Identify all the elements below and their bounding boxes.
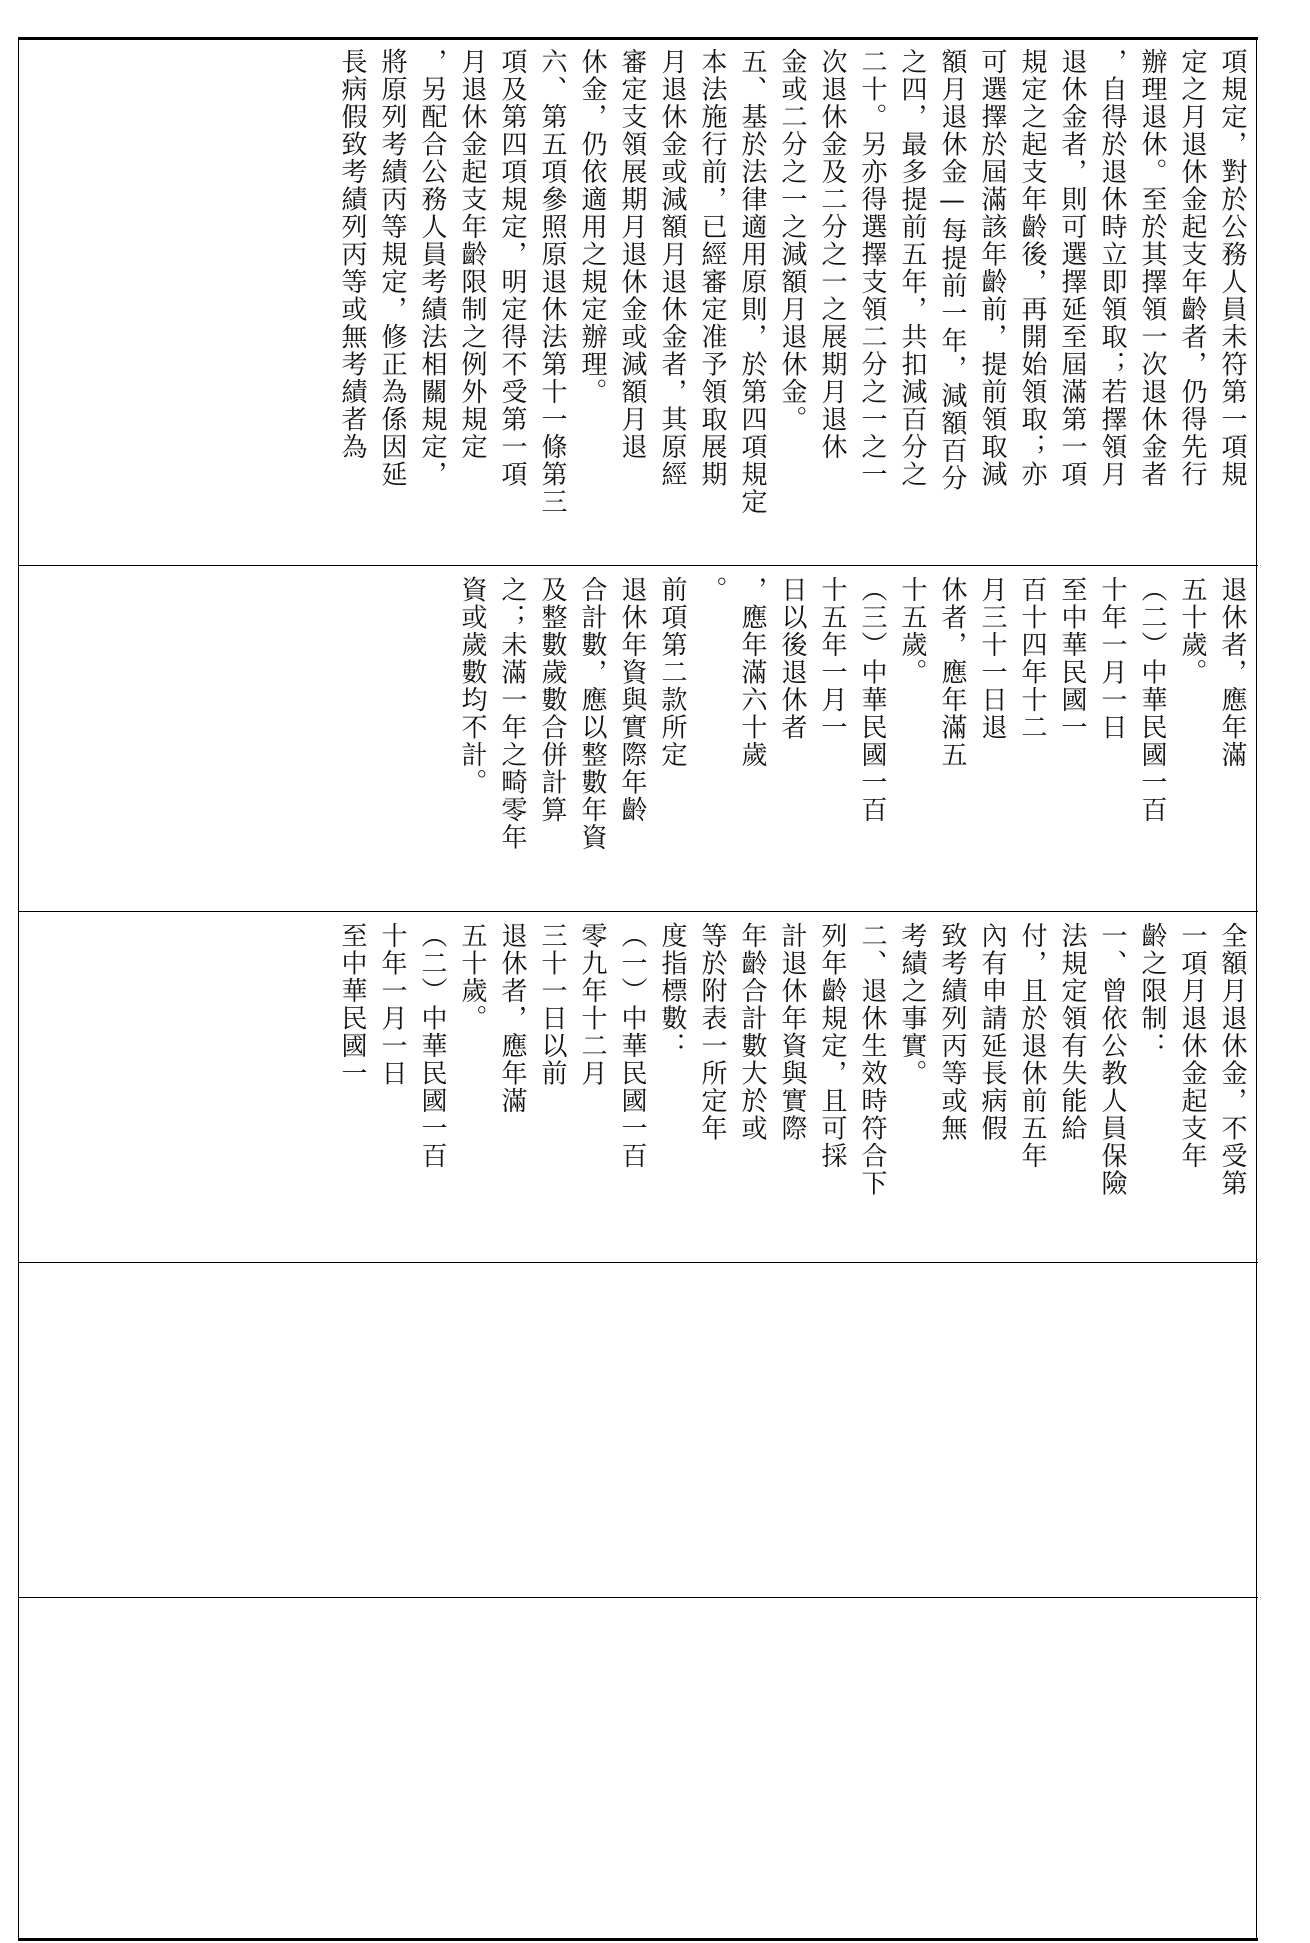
text-column: 十年一月一日 (377, 922, 407, 1087)
row-divider-3 (18, 1262, 1258, 1263)
text-column: ，應年滿六十歲 (737, 576, 767, 769)
text-column: 十年一月一日 (1097, 576, 1127, 741)
text-column: 退休者，應年滿 (1217, 576, 1247, 769)
text-column: 可選擇於屆滿該年齡前，提前領取減 (977, 48, 1007, 488)
text-column: （一）中華民國一百 (617, 922, 647, 1170)
text-column: 三十一日以前 (537, 922, 567, 1087)
text-column: 審定支領展期月退休金或減額月退 (617, 48, 647, 461)
text-column: 合計數，應以整數年資 (577, 576, 607, 851)
text-column: 規定之起支年齡後，再開始領取；亦 (1017, 48, 1047, 488)
text-column: 百十四年十二 (1017, 576, 1047, 741)
text-column: 休金，仍依適用之規定辦理。 (577, 48, 607, 406)
text-column: 列年齡規定，且可採 (817, 922, 847, 1170)
empty-cell (26, 1608, 1252, 1933)
text-column: 十五歲。 (897, 576, 927, 686)
table-bottom-border (18, 1938, 1258, 1941)
text-column: 五十歲。 (1177, 576, 1207, 686)
text-column: 金或二分之一之減額月退休金。 (777, 48, 807, 433)
text-column: ，另配合公務人員考績法相關規定， (417, 48, 447, 488)
text-column: （二）中華民國一百 (417, 922, 447, 1170)
table-right-border (1256, 38, 1257, 1938)
text-column: 一項月退休金起支年 (1177, 922, 1207, 1170)
text-column: 年齡合計數大於或 (737, 922, 767, 1142)
text-column: 付，且於退休前五年 (1017, 922, 1047, 1170)
table-top-border (18, 37, 1258, 40)
text-column: 休者，應年滿五 (937, 576, 967, 769)
text-column: 五、基於法律適用原則，於第四項規定 (737, 48, 767, 516)
text-column: 月三十一日退 (977, 576, 1007, 741)
text-column: 至中華民國一 (337, 922, 367, 1087)
text-column: 二十。另亦得選擇支領二分之一之一 (857, 48, 887, 488)
row-divider-2 (18, 911, 1258, 912)
text-column: 之；未滿一年之畸零年 (497, 576, 527, 851)
explanation-cell (26, 48, 1252, 560)
text-column: 及整數歲數合併計算 (537, 576, 567, 824)
text-column: 辦理退休。至於其擇領一次退休金者 (1137, 48, 1167, 488)
text-column: 退休者，應年滿 (497, 922, 527, 1115)
text-column: 六、第五項參照原退休法第十一條第三 (537, 48, 567, 516)
text-column: 項及第四項規定，明定得不受第一項 (497, 48, 527, 488)
text-column: 考績之事實。 (897, 922, 927, 1087)
text-column: 零九年十二月 (577, 922, 607, 1087)
text-column: 十五年一月一 (817, 576, 847, 741)
text-column: 項規定，對於公務人員未符第一項規 (1217, 48, 1247, 488)
text-column: 度指標數： (657, 922, 687, 1060)
text-column: 至中華民國一 (1057, 576, 1087, 741)
text-column: 月退休金起支年齡限制之例外規定 (457, 48, 487, 461)
text-column: 退休金者，則可選擇延至屆滿第一項 (1057, 48, 1087, 488)
text-column: 全額月退休金，不受第 (1217, 922, 1247, 1197)
text-column: 二、退休生效時符合下 (857, 922, 887, 1197)
text-column: 之四，最多提前五年，共扣減百分之 (897, 48, 927, 488)
text-column: 月退休金或減額月退休金者，其原經 (657, 48, 687, 488)
text-column: 長病假致考績列丙等或無考績者為 (337, 48, 367, 461)
text-column: 等於附表一所定年 (697, 922, 727, 1142)
text-column: 計退休年資與實際 (777, 922, 807, 1142)
text-column: 次退休金及二分之一之展期月退休 (817, 48, 847, 461)
text-column: 退休年資與實際年齡 (617, 576, 647, 824)
empty-cell (26, 1272, 1252, 1592)
row-divider-1 (18, 565, 1258, 566)
text-column: 五十歲。 (457, 922, 487, 1032)
table-left-border (18, 38, 19, 1938)
text-column: 一、曾依公教人員保險 (1097, 922, 1127, 1197)
text-column: 齡之限制： (1137, 922, 1167, 1060)
text-column: 將原列考績丙等規定，修正為係因延 (377, 48, 407, 488)
text-column: 定之月退休金起支年齡者，仍得先行 (1177, 48, 1207, 488)
text-column: （二）中華民國一百 (1137, 576, 1167, 824)
current-article-cell (26, 576, 1252, 906)
text-column: 前項第二款所定 (657, 576, 687, 769)
text-column: 額月退休金—每提前一年，減額百分 (937, 48, 967, 492)
text-column: 內有申請延長病假 (977, 922, 1007, 1142)
text-column: 致考績列丙等或無 (937, 922, 967, 1142)
text-column: 。 (697, 576, 727, 604)
text-column: 資或歲數均不計。 (457, 576, 487, 796)
text-column: 法規定領有失能給 (1057, 922, 1087, 1142)
text-column: ，自得於退休時立即領取；若擇領月 (1097, 48, 1127, 488)
text-column: 本法施行前，已經審定准予領取展期 (697, 48, 727, 488)
text-column: （三）中華民國一百 (857, 576, 887, 824)
row-divider-4 (18, 1597, 1258, 1598)
text-column: 日以後退休者 (777, 576, 807, 741)
amended-article-cell (26, 922, 1252, 1257)
